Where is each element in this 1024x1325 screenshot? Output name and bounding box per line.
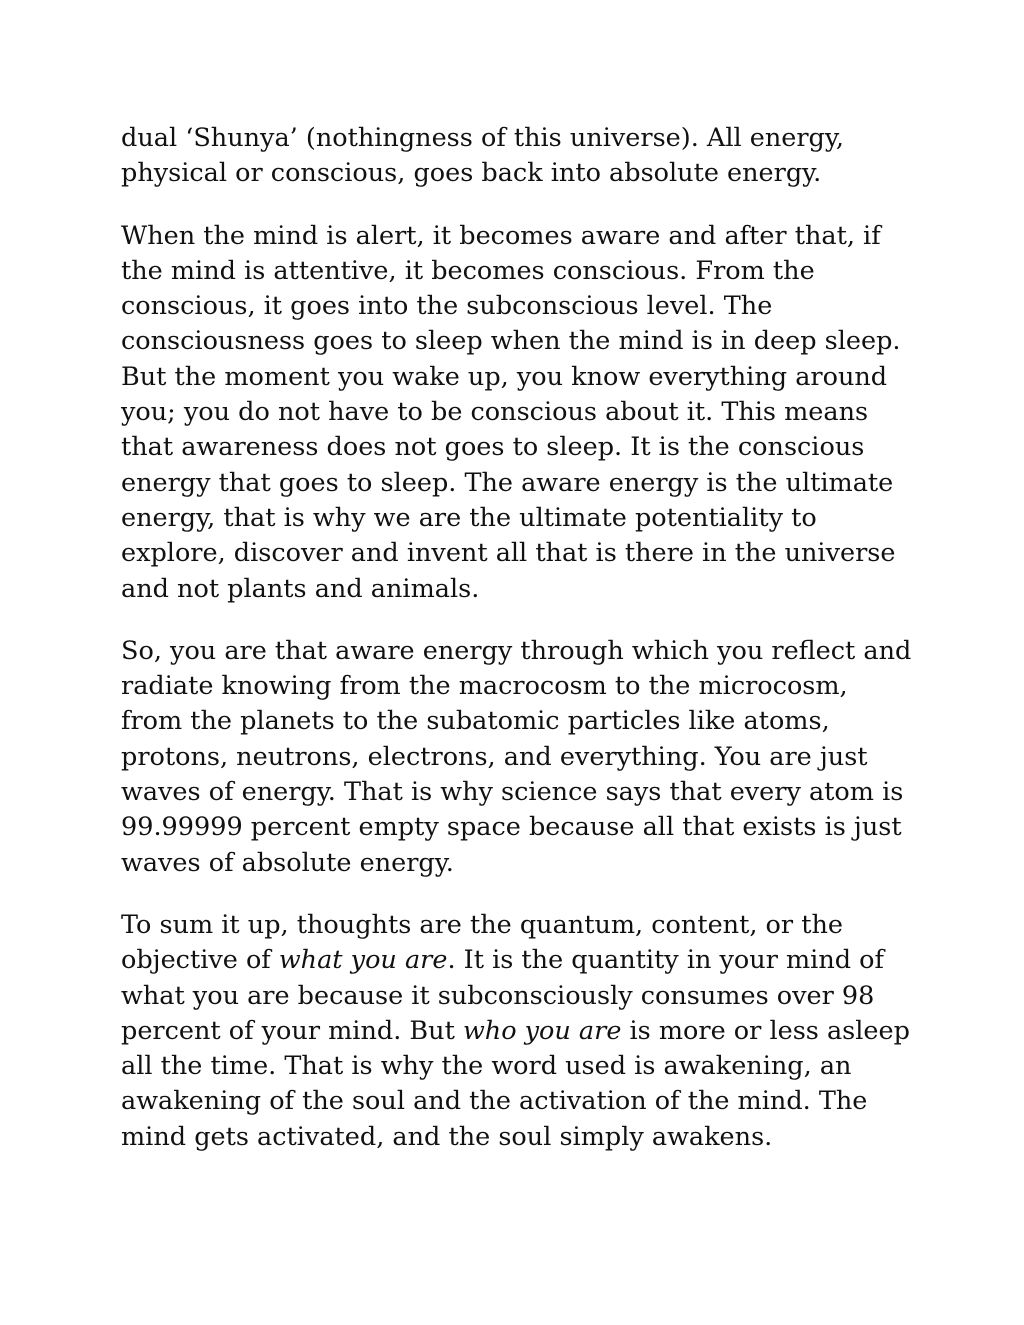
text-segment: from the planets to the subatomic particles like atoms, xyxy=(121,706,830,737)
text-line xyxy=(121,810,911,845)
text-segment: energy, that is why we are the ultimate potentiality to xyxy=(121,502,817,533)
text-segment: you; you do not have to be conscious about it. This means xyxy=(121,397,869,428)
text-segment: objective of xyxy=(121,945,279,976)
paragraph xyxy=(121,121,911,192)
text-line xyxy=(121,704,911,739)
text-segment: is more or less asleep xyxy=(621,1015,910,1046)
text-segment: waves of absolute energy. xyxy=(121,847,454,878)
text-line xyxy=(121,846,911,881)
text-segment: percent of your mind. But xyxy=(121,1015,463,1046)
text-segment: waves of energy. That is why science says that every atom is xyxy=(121,777,904,808)
text-line xyxy=(121,1084,911,1119)
text-segment: So, you are that aware energy through which you reflect and xyxy=(121,635,912,666)
text-segment: explore, discover and invent all that is there in the universe xyxy=(121,538,896,569)
text-segment: consciousness goes to sleep when the mind is in deep sleep. xyxy=(121,326,901,357)
text-segment: and not plants and animals. xyxy=(121,573,480,604)
text-segment: energy that goes to sleep. The aware energy is the ultimate xyxy=(121,467,894,498)
text-line xyxy=(121,501,911,536)
text-segment: awakening of the soul and the activation of the mind. The xyxy=(121,1086,868,1117)
text-line xyxy=(121,156,911,191)
text-segment: that awareness does not goes to sleep. It is the conscious xyxy=(121,432,865,463)
text-line xyxy=(121,430,911,465)
text-segment: protons, neutrons, electrons, and everything. You are just xyxy=(121,741,868,772)
text-line xyxy=(121,254,911,289)
text-segment: all the time. That is why the word used is awakening, an xyxy=(121,1051,852,1082)
text-line xyxy=(121,466,911,501)
body-text xyxy=(121,121,911,1182)
paragraph xyxy=(121,634,911,881)
text-segment: what you are because it subconsciously consumes over 98 xyxy=(121,980,875,1011)
text-line xyxy=(121,669,911,704)
paragraph xyxy=(121,219,911,607)
text-line xyxy=(121,360,911,395)
italic-text: who you are xyxy=(462,1015,622,1046)
paragraph xyxy=(121,908,911,1155)
text-line xyxy=(121,536,911,571)
text-segment: the mind is attentive, it becomes conscious. From the xyxy=(121,255,815,286)
text-line xyxy=(121,943,911,978)
text-line xyxy=(121,324,911,359)
text-line xyxy=(121,775,911,810)
text-line xyxy=(121,908,911,943)
text-segment: conscious, it goes into the subconscious level. The xyxy=(121,291,773,322)
text-line xyxy=(121,395,911,430)
text-line xyxy=(121,219,911,254)
text-line xyxy=(121,979,911,1014)
italic-text: what you are xyxy=(278,945,448,976)
text-segment: radiate knowing from the macrocosm to the microcosm, xyxy=(121,671,848,702)
text-line xyxy=(121,740,911,775)
text-segment: mind gets activated, and the soul simply awakens. xyxy=(121,1121,773,1152)
text-line xyxy=(121,289,911,324)
text-line xyxy=(121,1120,911,1155)
text-segment: physical or conscious, goes back into absolute energy. xyxy=(121,158,822,189)
text-line xyxy=(121,634,911,669)
text-segment: To sum it up, thoughts are the quantum, content, or the xyxy=(121,909,843,940)
text-segment: . It is the quantity in your mind of xyxy=(447,945,884,976)
text-line xyxy=(121,1014,911,1049)
text-segment: 99.99999 percent empty space because all that exists is just xyxy=(121,812,902,843)
text-segment: dual ‘Shunya’ (nothingness of this universe). All energy, xyxy=(121,123,844,153)
text-segment: But the moment you wake up, you know everything around xyxy=(121,361,888,392)
text-line xyxy=(121,572,911,607)
text-line xyxy=(121,1049,911,1084)
text-line xyxy=(121,121,911,156)
text-segment: When the mind is alert, it becomes aware and after that, if xyxy=(121,220,881,251)
